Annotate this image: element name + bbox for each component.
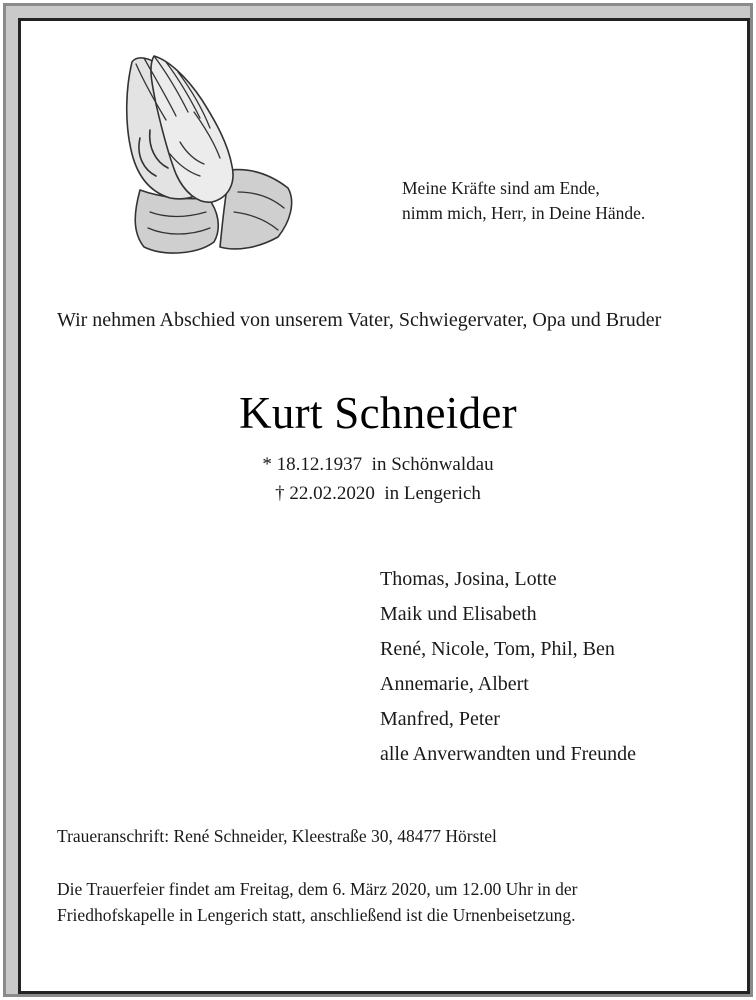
- survivor-line: René, Nicole, Tom, Phil, Ben: [380, 638, 615, 660]
- deceased-name: Kurt Schneider: [239, 388, 517, 438]
- mourning-address: Traueranschrift: René Schneider, Kleestraße 30, 48477 Hörstel: [57, 826, 497, 846]
- birth-date: * 18.12.1937 in Schönwaldau: [262, 454, 494, 475]
- survivors-list: [380, 562, 740, 772]
- quote: [402, 176, 722, 226]
- ceremony-line-1: Die Trauerfeier findet am Freitag, dem 6. März 2020, um 12.00 Uhr in der: [57, 879, 578, 899]
- intro-text: Wir nehmen Abschied von unserem Vater, Schwiegervater, Opa und Bruder: [57, 309, 662, 331]
- survivor-line: Manfred, Peter: [380, 708, 500, 730]
- survivor-line: alle Anverwandten und Freunde: [380, 743, 637, 765]
- survivor-line: Annemarie, Albert: [380, 673, 529, 695]
- survivor-line: Thomas, Josina, Lotte: [380, 568, 557, 590]
- praying-hands-icon: [110, 42, 300, 267]
- quote-line-2: nimm mich, Herr, in Deine Hände.: [402, 203, 646, 223]
- quote-line-1: Meine Kräfte sind am Ende,: [402, 178, 600, 198]
- survivor-line: Maik und Elisabeth: [380, 603, 537, 625]
- ceremony-info: [57, 876, 727, 928]
- life-dates: [0, 450, 756, 508]
- death-date: † 22.02.2020 in Lengerich: [275, 483, 481, 504]
- ceremony-line-2: Friedhofskapelle in Lengerich statt, anschließend ist die Urnenbeisetzung.: [57, 905, 576, 925]
